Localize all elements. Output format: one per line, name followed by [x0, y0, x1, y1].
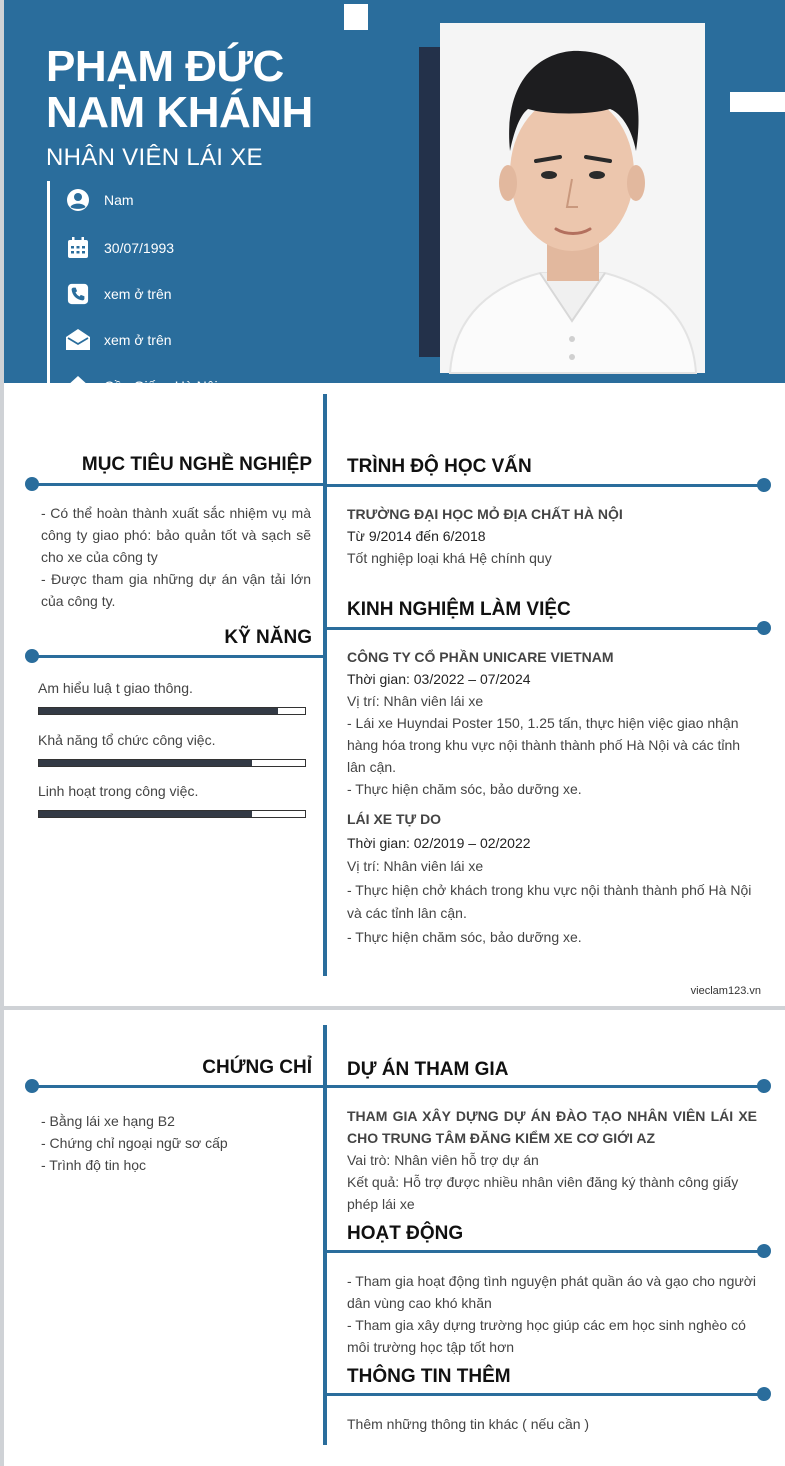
candidate-name [46, 44, 416, 136]
info-gender [64, 188, 134, 212]
objective-line-1: - Có thể hoàn thành xuất sắc nhiệm vụ mà công ty giao phó: bảo quản tốt và sạch sẽ cho xe của công ty [41, 505, 311, 565]
certificates-rule [32, 1085, 325, 1088]
skills-heading: KỸ NĂNG [224, 627, 312, 648]
user-icon [64, 188, 92, 212]
certificates-dot [25, 1079, 39, 1093]
more-info-dot [757, 1387, 771, 1401]
job-desc: - Thực hiện chở khách trong khu vực nội thành thành phố Hà Nội và các tỉnh lân cận. [347, 881, 752, 921]
info-email [64, 328, 172, 352]
objective-heading: MỤC TIÊU NGHỀ NGHIỆP [81, 454, 312, 475]
skill-label: Linh hoạt trong công việc. [38, 783, 199, 799]
job-desc: - Thực hiện chăm sóc, bảo dưỡng xe. [347, 928, 582, 945]
job-position: Vị trí: Nhân viên lái xe [347, 693, 484, 709]
cert-item: - Trình độ tin học [41, 1157, 147, 1173]
phone-text: xem ở trên [104, 286, 172, 302]
watermark: vieclam123.vn [690, 985, 761, 997]
activities-heading: HOẠT ĐỘNG [347, 1223, 464, 1244]
gender-text: Nam [104, 192, 134, 208]
project-block [347, 1105, 757, 1215]
skill-bar [38, 707, 306, 715]
school-name: TRƯỜNG ĐẠI HỌC MỎ ĐỊA CHẤT HÀ NỘI [347, 506, 623, 522]
header-decor-bar [730, 92, 785, 112]
certificates-list [41, 1110, 311, 1176]
cert-item: - Bằng lái xe hạng B2 [41, 1113, 175, 1129]
projects-rule [325, 1085, 765, 1088]
phone-icon [64, 282, 92, 306]
cv-page-1 [4, 0, 785, 1006]
education-detail: Tốt nghiệp loại khá Hệ chính quy [347, 550, 552, 566]
info-dob [64, 236, 174, 260]
name-line-2: NAM KHÁNH [46, 88, 313, 137]
column-divider [323, 394, 327, 976]
objective-line-2: - Được tham gia những dự án vận tải lớn của công ty. [41, 571, 311, 609]
certificates-heading: CHỨNG CHỈ [202, 1057, 312, 1078]
job-title: NHÂN VIÊN LÁI XE [46, 144, 263, 171]
project-name: THAM GIA XÂY DỰNG DỰ ÁN ĐÀO TẠO NHÂN VIÊN LÁI XE CHO TRUNG TÂM ĐĂNG KIỂM XE CƠ GIỚI AZ [347, 1108, 757, 1146]
experience-heading: KINH NGHIỆM LÀM VIỆC [347, 599, 571, 620]
skill-bar [38, 810, 306, 818]
info-address [64, 374, 218, 398]
skill-label: Khả năng tổ chức công việc. [38, 732, 216, 748]
activity-item: - Tham gia xây dựng trường học giúp các em học sinh nghèo có môi trường học tập tốt hơn [347, 1317, 746, 1355]
column-divider [323, 1025, 327, 1445]
cv-page-2 [4, 1010, 785, 1466]
envelope-icon [64, 328, 92, 352]
job-company: LÁI XE TỰ DO [347, 811, 442, 827]
skill-bar [38, 759, 306, 767]
experience-job-2 [347, 808, 757, 949]
experience-job-1 [347, 646, 757, 800]
job-company: CÔNG TY CỔ PHẦN UNICARE VIETNAM [347, 649, 614, 665]
activities-rule [325, 1250, 765, 1253]
project-role: Vai trò: Nhân viên hỗ trợ dự án [347, 1152, 539, 1168]
home-icon [64, 374, 92, 398]
activities-block [347, 1270, 757, 1358]
skills-dot [25, 649, 39, 663]
job-time: Thời gian: 02/2019 – 02/2022 [347, 834, 531, 851]
education-period: Từ 9/2014 đến 6/2018 [347, 528, 486, 544]
objective-dot [25, 477, 39, 491]
more-info-heading: THÔNG TIN THÊM [347, 1366, 511, 1387]
objective-rule [32, 483, 325, 486]
activities-dot [757, 1244, 771, 1258]
calendar-icon [64, 236, 92, 260]
skill-bar-fill [39, 708, 278, 714]
experience-rule [325, 627, 765, 630]
education-rule [325, 484, 765, 487]
profile-photo [440, 23, 705, 373]
education-heading: TRÌNH ĐỘ HỌC VẤN [347, 456, 532, 477]
skills-rule [32, 655, 325, 658]
skill-bar-fill [39, 811, 252, 817]
info-divider [47, 181, 50, 391]
job-position: Vị trí: Nhân viên lái xe [347, 858, 484, 874]
address-text: Cầu Giấy - Hà Nội [104, 378, 218, 394]
education-block [347, 503, 757, 569]
email-text: xem ở trên [104, 332, 172, 348]
job-time: Thời gian: 03/2022 – 07/2024 [347, 671, 531, 687]
objective-text [41, 502, 311, 612]
skill-label: Am hiểu luậ t giao thông. [38, 680, 193, 696]
cert-item: - Chứng chỉ ngoại ngữ sơ cấp [41, 1135, 228, 1151]
cv-header [4, 0, 785, 394]
info-phone [64, 282, 172, 306]
experience-dot [757, 621, 771, 635]
job-desc: - Thực hiện chăm sóc, bảo dưỡng xe. [347, 781, 582, 797]
activity-item: - Tham gia hoạt động tình nguyện phát quần áo và gạo cho người dân vùng cao khó khăn [347, 1273, 757, 1311]
more-info-text: Thêm những thông tin khác ( nếu cần ) [347, 1416, 590, 1432]
project-result: Kết quả: Hỗ trợ được nhiều nhân viên đăng ký thành công giấy phép lái xe [347, 1174, 739, 1212]
dob-text: 30/07/1993 [104, 240, 175, 256]
education-dot [757, 478, 771, 492]
skill-bar-fill [39, 760, 252, 766]
more-info-rule [325, 1393, 765, 1396]
job-desc: - Lái xe Huyndai Poster 150, 1.25 tấn, thực hiện việc giao nhận hàng hóa trong khu vực nội thành thành phố Hà Nội và các tỉnh lân cận. [347, 715, 741, 775]
header-decor-square [344, 4, 368, 30]
projects-dot [757, 1079, 771, 1093]
projects-heading: DỰ ÁN THAM GIA [347, 1059, 509, 1080]
name-line-1: PHẠM ĐỨC [46, 42, 284, 91]
